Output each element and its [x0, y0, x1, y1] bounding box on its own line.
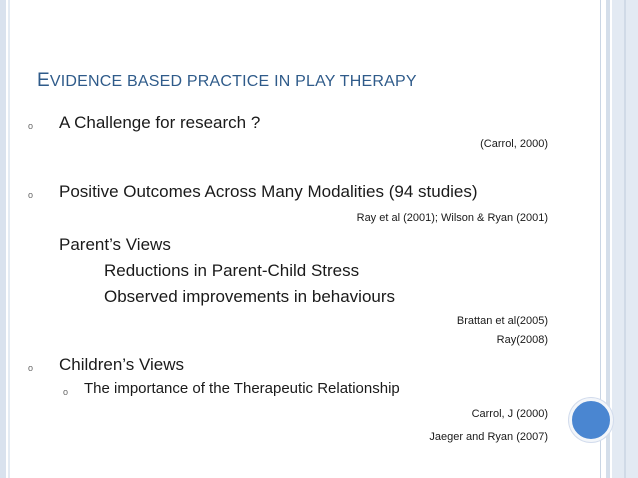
title-initial: E [37, 70, 50, 91]
children-sub-relationship: The importance of the Therapeutic Relationship [84, 380, 400, 397]
slide-title [37, 70, 417, 92]
bullet-icon: o [28, 121, 34, 131]
sub-bullet-icon: o [63, 387, 69, 397]
left-border-line [8, 0, 10, 478]
parents-sub-behaviours: Observed improvements in behaviours [104, 287, 396, 306]
bullet-outcomes: Positive Outcomes Across Many Modalities (94 studies) [59, 182, 478, 201]
right-border-inner-line [624, 0, 626, 478]
ref-parents-2: Ray(2008) [496, 334, 548, 346]
ref-children-1: Carrol, J (2000) [471, 408, 548, 420]
parents-views: Parent’s Views [59, 235, 171, 254]
bullet-icon: o [28, 363, 34, 373]
bullet-children: Children’s Views [59, 355, 185, 374]
bullet-icon: o [28, 190, 34, 200]
parents-sub-stress: Reductions in Parent-Child Stress [104, 261, 360, 280]
bullet-challenge: A Challenge for research ? [59, 113, 261, 132]
decorative-circle [569, 398, 613, 442]
left-border-strip [0, 0, 6, 478]
ref-children-2: Jaeger and Ryan (2007) [429, 431, 548, 443]
ref-challenge: (Carrol, 2000) [480, 138, 548, 150]
ref-outcomes: Ray et al (2001); Wilson & Ryan (2001) [356, 212, 548, 224]
ref-parents-1: Brattan et al(2005) [456, 315, 548, 327]
title-rest: VIDENCE BASED PRACTICE IN PLAY THERAPY [49, 73, 417, 90]
